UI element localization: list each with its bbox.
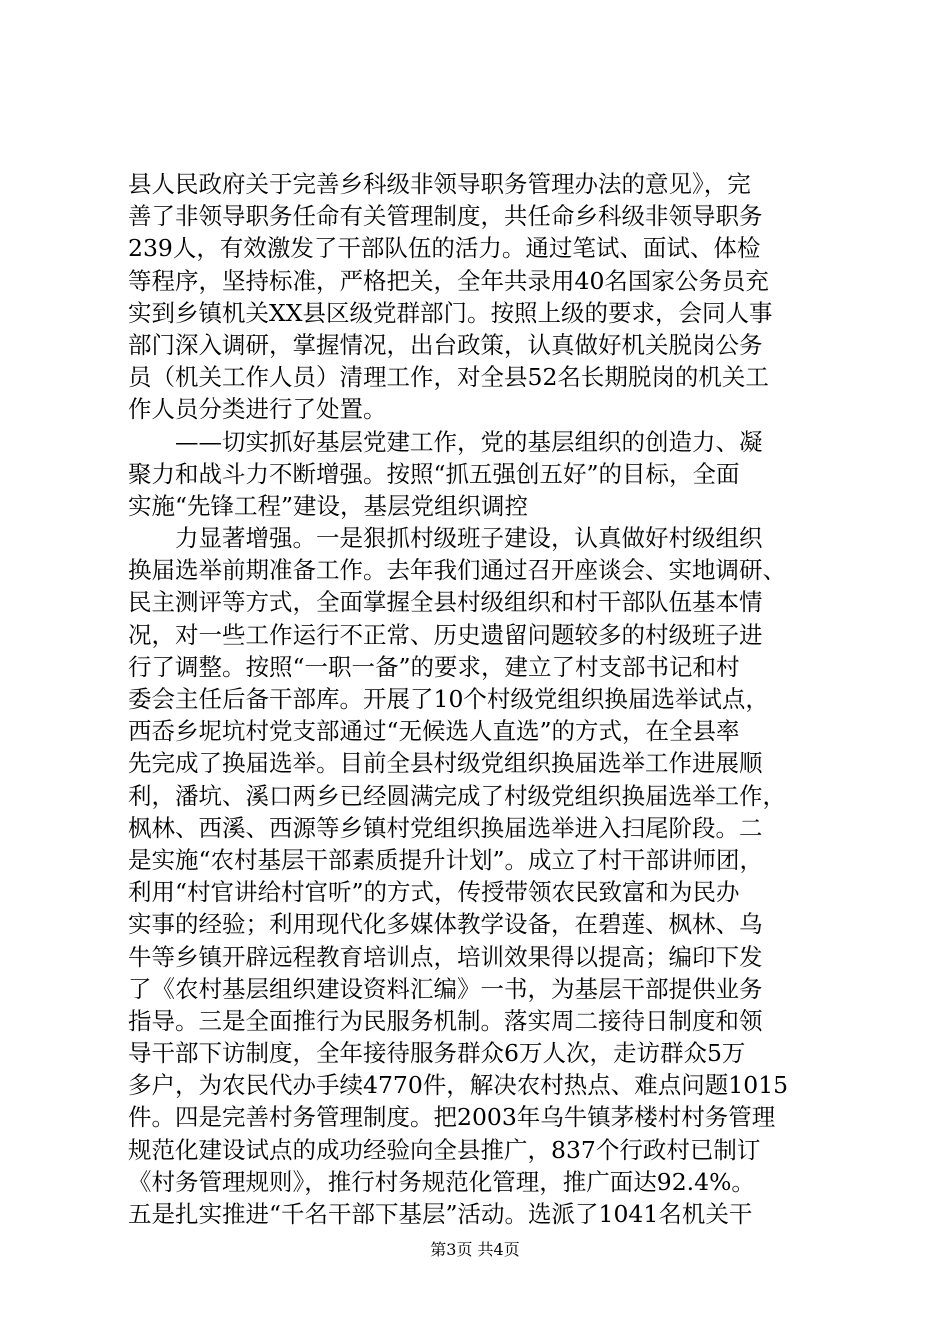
document-body xyxy=(128,168,840,1230)
text-line: 了《农村基层组织建设资料汇编》一书，为基层干部提供业务 xyxy=(128,974,763,1003)
text-line: 换届选举前期准备工作。去年我们通过召开座谈会、实地调研、 xyxy=(128,556,786,585)
text-line: 多户，为农民代办手续4770件，解决农村热点、难点问题1015 xyxy=(128,1071,789,1100)
text-line: 规范化建设试点的成功经验向全县推广，837个行政村已制订 xyxy=(128,1135,761,1164)
text-line: 枫林、西溪、西源等乡镇村党组织换届选举进入扫尾阶段。二 xyxy=(128,813,763,842)
text-line: 239人，有效激发了干部队伍的活力。通过笔试、面试、体检 xyxy=(128,234,761,263)
text-line: 西岙乡坭坑村党支部通过“无候选人直选”的方式，在全县率 xyxy=(128,717,740,746)
text-line: 等程序，坚持标准，严格把关，全年共录用40名国家公务员充 xyxy=(128,266,769,295)
text-line: 指导。三是全面推行为民服务机制。落实周二接待日制度和领 xyxy=(128,1006,763,1035)
text-line: 力显著增强。一是狠抓村级班子建设，认真做好村级组织 xyxy=(128,524,763,553)
text-line: 实到乡镇机关XX县区级党群部门。按照上级的要求，会同人事 xyxy=(128,298,773,327)
text-line: 聚力和战斗力不断增强。按照“抓五强创五好”的目标，全面 xyxy=(128,459,740,488)
text-line: 善了非领导职务任命有关管理制度，共任命乡科级非领导职务 xyxy=(128,202,763,231)
text-line: 导干部下访制度，全年接待服务群众6万人次，走访群众5万 xyxy=(128,1039,746,1068)
text-line: 利，潘坑、溪口两乡已经圆满完成了村级党组织换届选举工作， xyxy=(128,781,786,810)
text-line: 作人员分类进行了处置。 xyxy=(128,395,387,424)
text-line: 部门深入调研，掌握情况，出台政策，认真做好机关脱岗公务 xyxy=(128,330,763,359)
text-line: 委会主任后备干部库。开展了10个村级党组织换届选举试点， xyxy=(128,685,769,713)
text-line: 五是扎实推进“千名干部下基层”活动。选派了1041名机关干 xyxy=(128,1200,753,1228)
page-footer xyxy=(0,1240,950,1260)
text-line: ——切实抓好基层党建工作，党的基层组织的创造力、凝 xyxy=(128,427,763,456)
text-line: 利用“村官讲给村官听”的方式，传授带领农民致富和为民办 xyxy=(128,878,740,907)
text-line: 牛等乡镇开辟远程教育培训点，培训效果得以提高；编印下发 xyxy=(128,942,763,971)
text-line: 《村务管理规则》，推行村务规范化管理，推广面达92.4%。 xyxy=(128,1167,755,1196)
text-line: 民主测评等方式，全面掌握全县村级组织和村干部队伍基本情 xyxy=(128,588,763,617)
text-line: 县人民政府关于完善乡科级非领导职务管理办法的意见》，完 xyxy=(128,170,751,198)
text-line: 况，对一些工作运行不正常、历史遗留问题较多的村级班子进 xyxy=(128,620,763,649)
text-line: 实施“先锋工程”建设，基层党组织调控 xyxy=(128,491,529,520)
page-number: 第3页 共4页 xyxy=(430,1240,520,1259)
text-line: 先完成了换届选举。目前全县村级党组织换届选举工作进展顺 xyxy=(128,749,763,778)
text-line: 实事的经验；利用现代化多媒体教学设备，在碧莲、枫林、乌 xyxy=(128,910,763,939)
text-line: 行了调整。按照“一职一备”的要求，建立了村支部书记和村 xyxy=(128,652,740,681)
text-line: 件。四是完善村务管理制度。把2003年乌牛镇茅楼村村务管理 xyxy=(128,1103,776,1132)
text-line: 员（机关工作人员）清理工作，对全县52名长期脱岗的机关工 xyxy=(128,363,769,392)
text-line: 是实施“农村基层干部素质提升计划”。成立了村干部讲师团， xyxy=(128,845,764,874)
